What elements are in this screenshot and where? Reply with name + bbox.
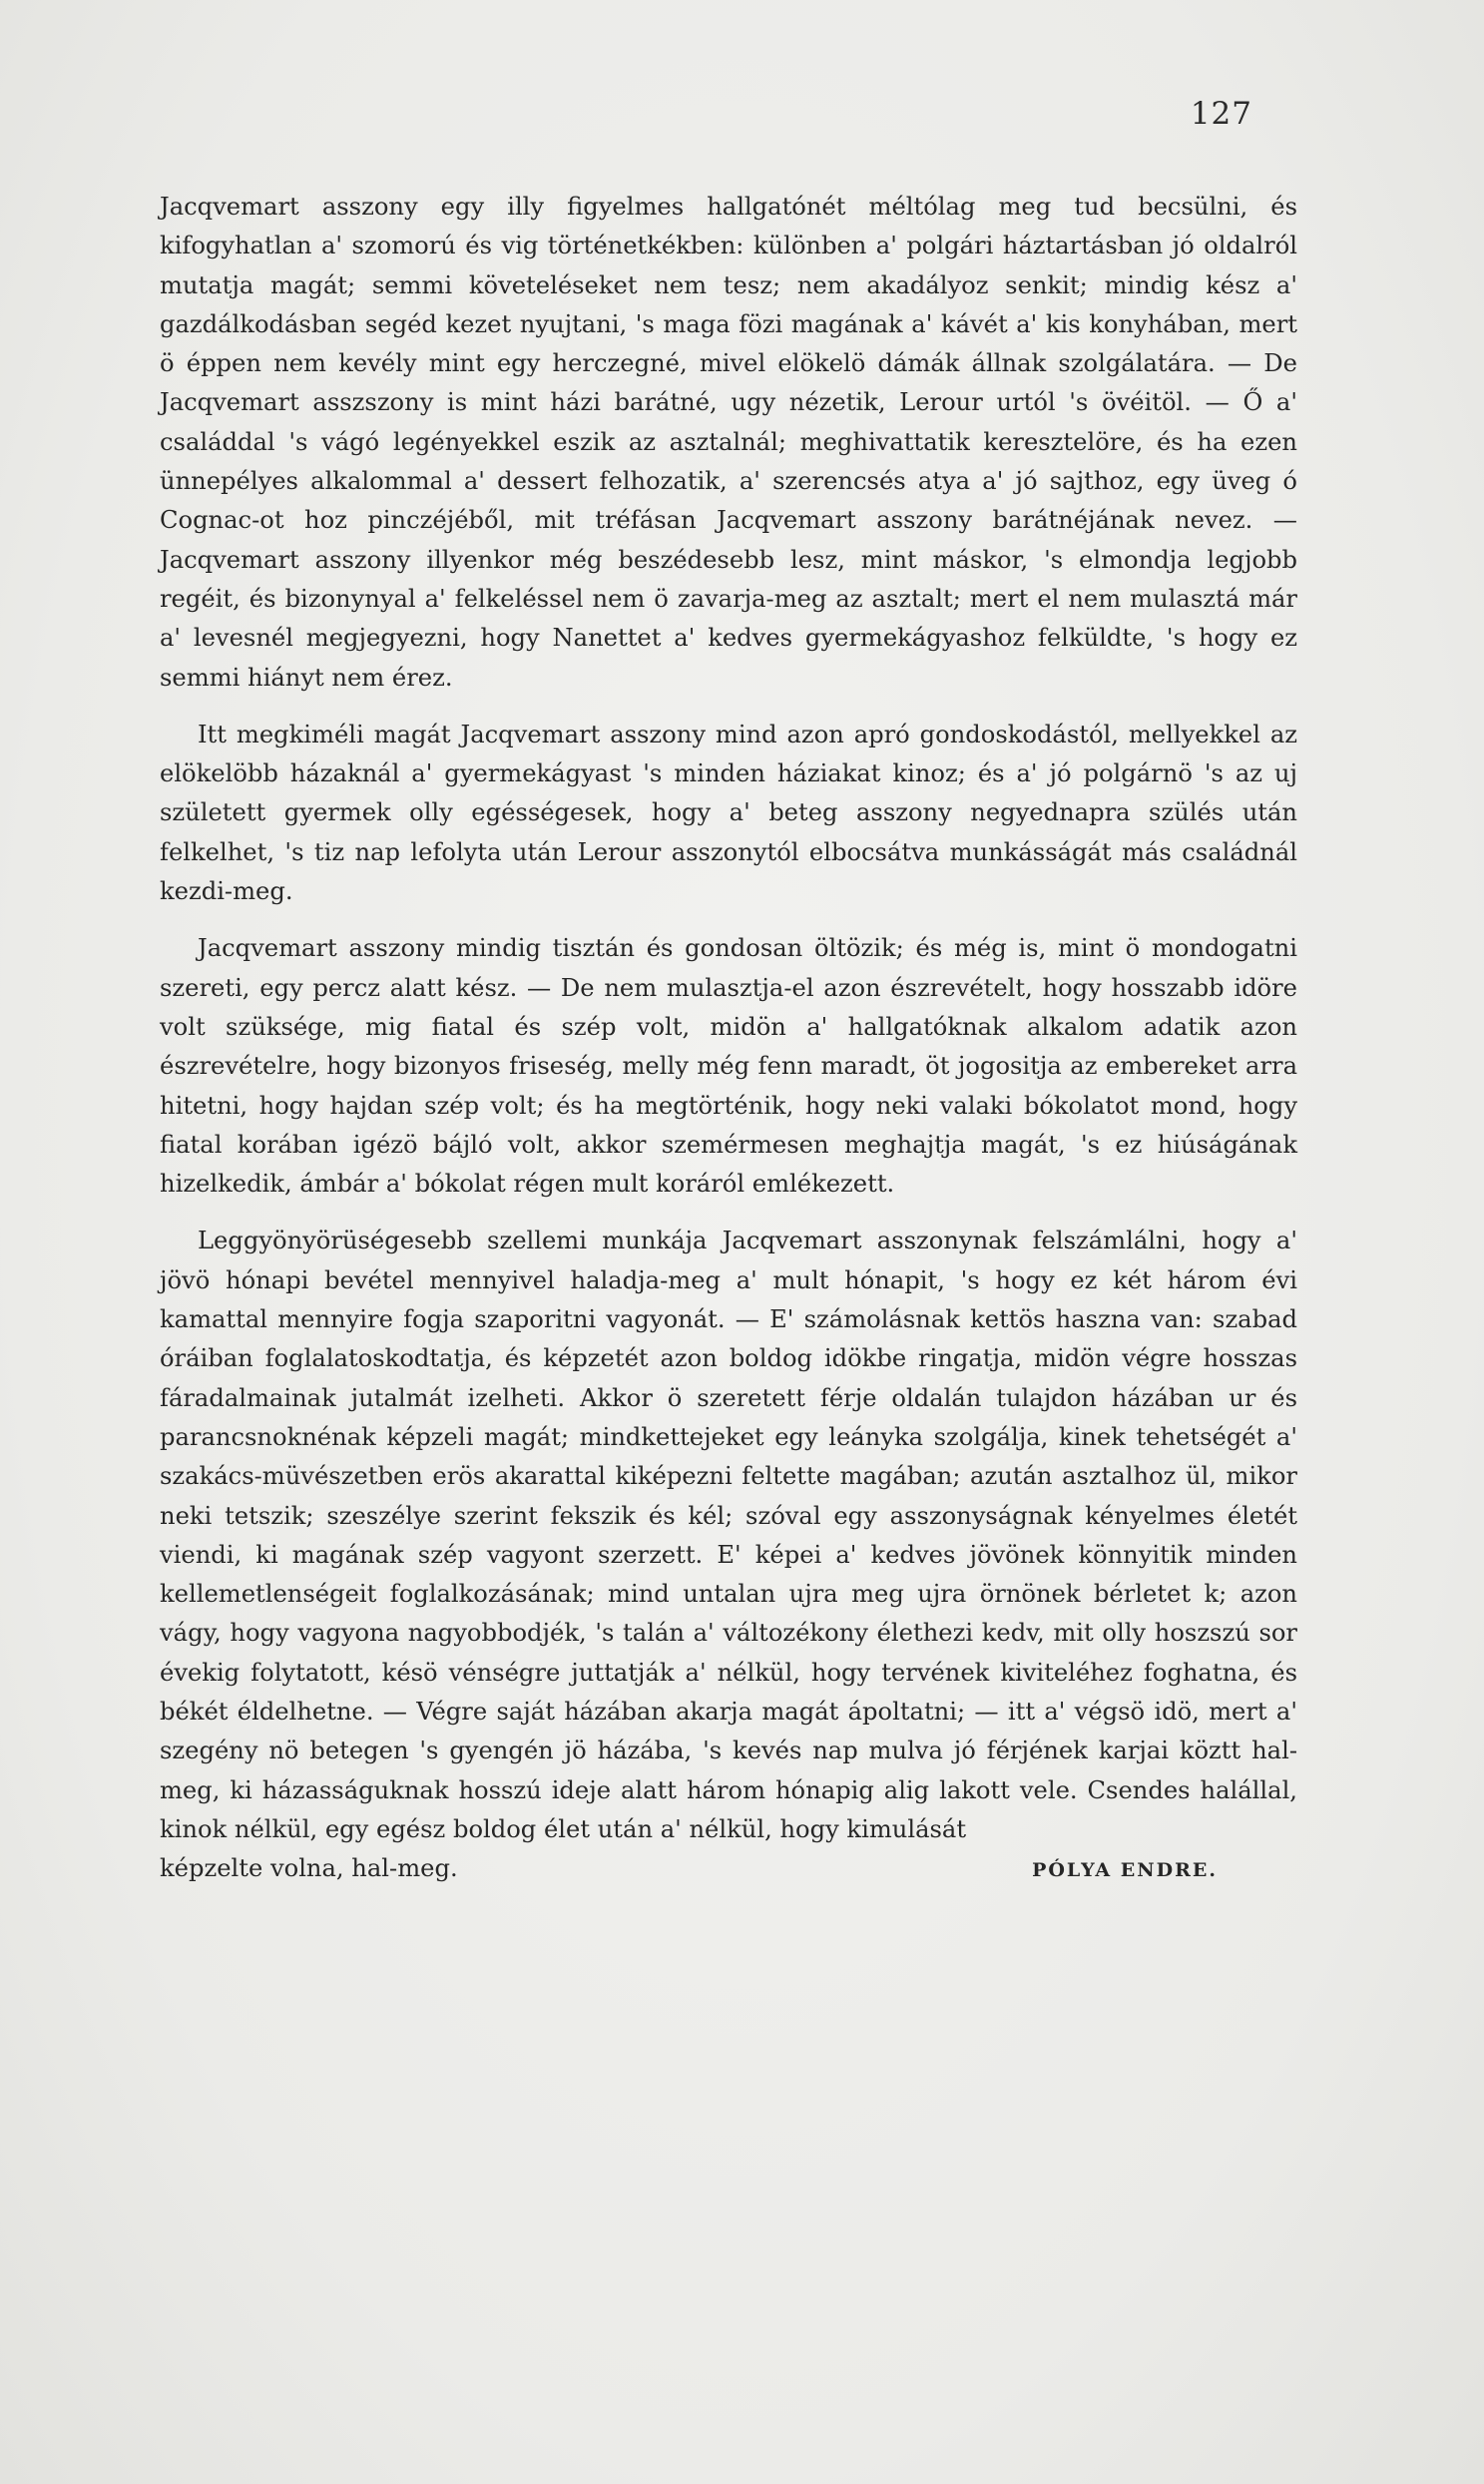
closing-text: képzelte volna, hal-meg. [160,1854,458,1883]
paragraph-3: Jacqvemart asszony mindig tisztán és gondosan öltözik; és még is, mint ö mondogatni szereti, egy percz alatt kész. — De nem mulasztja-el azon észrevételt, hogy hosszabb idöre volt szüksége, mig fiatal és szép volt, midön a' hallgatóknak alkalom adatik azon észrevételre, hogy bizonyos friseség, melly még fenn maradt, öt jogositja az embereket arra hitetni, hogy hajdan szép volt; és ha megtörténik, hogy neki valaki bókolatot mond, hogy fiatal korában igézö bájló volt, akkor szemérmesen meghajtja magát, 's ez hiúságának hizelkedik, ámbár a' bókolat régen mult koráról emlékezett. [160,934,1297,1199]
paragraph-1: Jacqvemart asszony egy illy figyelmes hallgatónét méltólag meg tud becsülni, és kifogyhatlan a' szomorú és vig történetkékben: különben a' polgári háztartásban jó oldalról mutatja magát; semmi követeléseket nem tesz; nem akadályoz senkit; mindig kész a' gazdálkodásban segéd kezet nyujtani, 's maga fözi magának a' kávét a' kis konyhában, mert ö éppen nem kevély mint egy herczegné, mivel elökelö dámák állnak szolgálatára. — De Jacqvemart asszszony is mint házi barátné, ugy nézetik, Lerour urtól 's övéitöl. — Ő a' családdal 's vágó legényekkel eszik az asztalnál; meghivattatik keresztelöre, és ha ezen ünnepélyes alkalommal a' dessert felhozatik, a' szerencsés atya a' jó sajthoz, egy üveg ó Cognac-ot hoz pinczéjéből, mit tréfásan Jacqvemart asszony barátnéjának nevez. — Jacqvemart asszony illyenkor még beszédesebb lesz, mint máskor, 's elmondja legjobb regéit, és bizonynyal a' felkeléssel nem ö zavarja-meg az asztalt; mert el nem mulasztá már a' levesnél megjegyezni, hogy Nanettet a' kedves gyermekágyashoz felküldte, 's hogy ez semmi hiányt nem érez. [160,193,1297,692]
paragraph-2: Itt megkiméli magát Jacqvemart asszony mind azon apró gondoskodástól, mellyekkel az elökelöbb házaknál a' gyermekágyast 's minden háziakat kinoz; és a' jó polgárnö 's az uj született gyermek olly egésségesek, hogy a' beteg asszony negyednapra szülés után felkelhet, 's tiz nap lefolyta után Lerour asszonytól elbocsátva munkásságát más családnál kezdi-meg. [160,720,1297,906]
author-signature: PÓLYA ENDRE. [1032,1859,1218,1882]
paragraph-4: Leggyönyörüségesebb szellemi munkája Jacqvemart asszonynak felszámlálni, hogy a' jövö hónapi bevétel mennyivel haladja-meg a' mult hónapit, 's hogy ez két három évi kamattal mennyire fogja szaporitni vagyonát. — E' számolásnak kettös haszna van: szabad óráiban foglalatoskodtatja, és képzetét azon boldog idökbe ringatja, midön végre hosszas fáradalmainak jutalmát izelheti. Akkor ö szeretett férje oldalán tulajdon házában ur és parancsnoknénak képzeli magát; mindkettejeket egy leányka szolgálja, kinek tehetségét a' szakács-müvészetben erös akarattal kiképezni feltette magában; azután asztalhoz ül, mikor neki tetszik; szeszélye szerint fekszik és kél; szóval egy asszonyságnak kényelmes életét viendi, ki magának szép vagyont szerzett. E' képei a' kedves jövönek könnyitik minden kellemetlenségeit foglalkozásának; mind untalan ujra meg ujra örnönek bérletet k; azon vágy, hogy vagyona nagyobbodjék, 's talán a' változékony élethezi kedv, mit olly hoszszú sor évekig folytatott, késö vénségre juttatják a' nélkül, hogy tervének kiviteléhez foghatna, és békét éldelhetne. — Végre saját házában akarja magát ápoltatni; — itt a' végsö idö, mert a' szegény nö betegen 's gyengén jö házába, 's kevés nap mulva jó férjének karjai köztt hal-meg, ki házasságuknak hosszú ideje alatt három hónapig alig lakott vele. Csendes halállal, kinok nélkül, egy egész boldog élet után a' nélkül, hogy kimulását [160,1227,1297,1843]
page-number: 127 [1190,96,1252,132]
closing-line [160,1849,1297,1890]
article-body [160,188,1297,1890]
